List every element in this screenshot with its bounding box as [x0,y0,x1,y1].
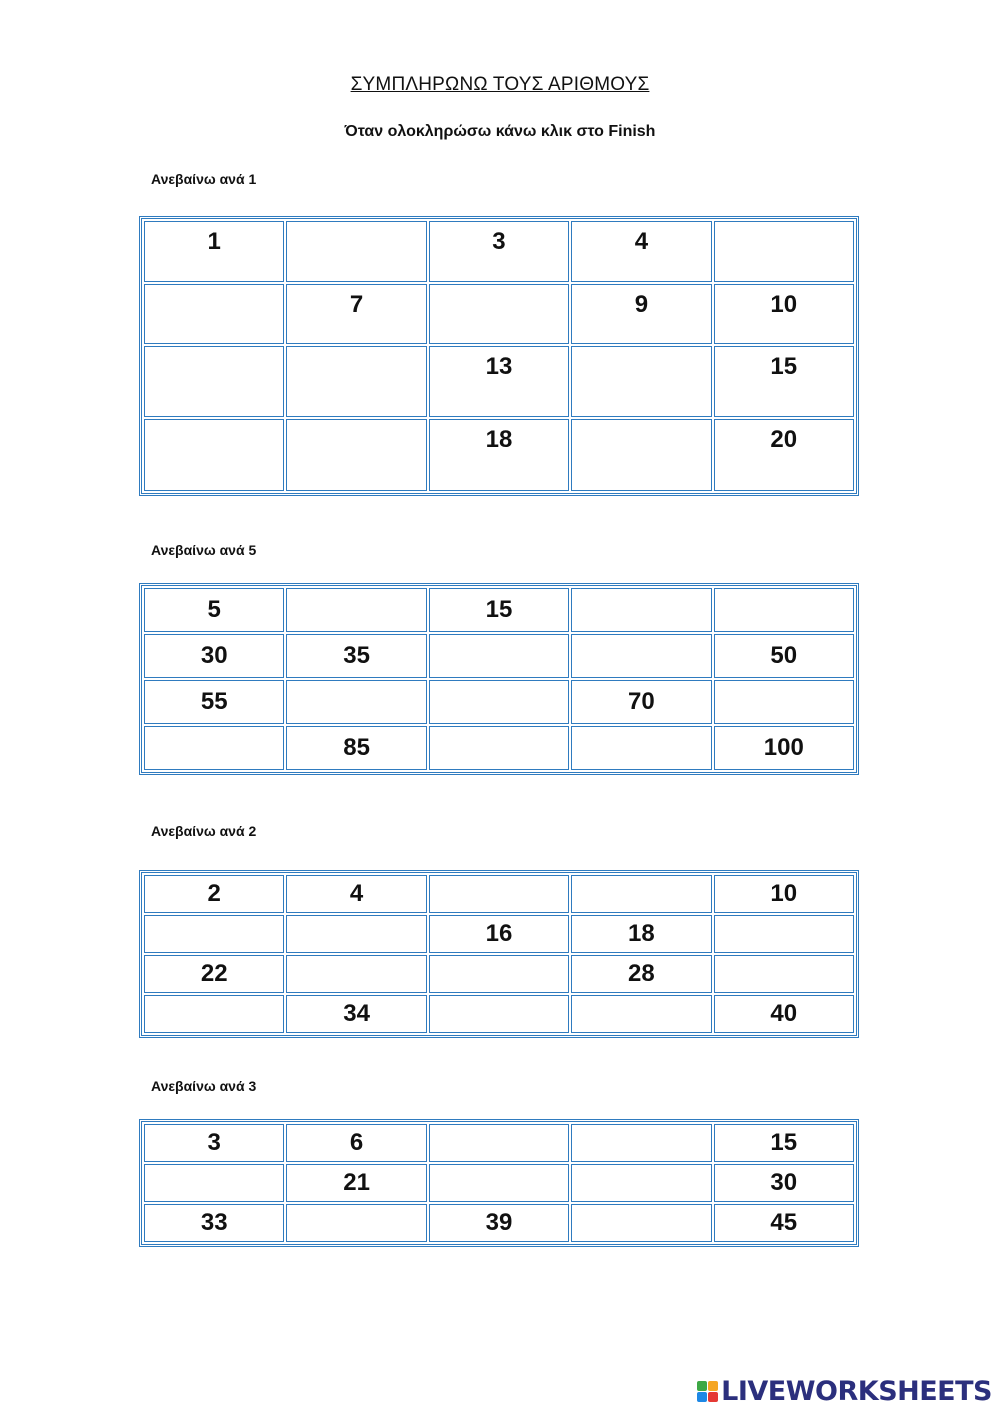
answer-cell[interactable] [429,955,569,993]
number-grid-by-2 [139,870,859,1038]
answer-cell[interactable] [571,419,711,491]
answer-cell[interactable] [286,221,426,282]
answer-cell[interactable] [714,915,854,953]
number-cell: 21 [286,1164,426,1202]
number-cell: 50 [714,634,854,678]
answer-cell[interactable] [286,680,426,724]
number-cell: 33 [144,1204,284,1242]
number-cell: 85 [286,726,426,770]
liveworksheets-logo [697,1376,992,1407]
answer-cell[interactable] [571,1204,711,1242]
number-cell: 2 [144,875,284,913]
number-cell: 3 [144,1124,284,1162]
answer-cell[interactable] [571,726,711,770]
answer-cell[interactable] [571,1124,711,1162]
number-cell: 3 [429,221,569,282]
grid-row [144,346,854,417]
section-label-3: Ανεβαίνω ανά 3 [151,1078,257,1094]
answer-cell[interactable] [714,955,854,993]
answer-cell[interactable] [144,915,284,953]
answer-cell[interactable] [571,995,711,1033]
logo-square-3 [697,1392,707,1402]
number-cell: 28 [571,955,711,993]
answer-cell[interactable] [571,1164,711,1202]
number-cell: 16 [429,915,569,953]
grid-row [144,221,854,282]
grid-row [144,419,854,491]
logo-text: LIVEWORKSHEETS [721,1376,992,1407]
page-title: ΣΥΜΠΛΗΡΩΝΩ ΤΟΥΣ ΑΡΙΘΜΟΥΣ [350,74,650,95]
answer-cell[interactable] [571,875,711,913]
section-label-5: Ανεβαίνω ανά 5 [151,542,257,558]
number-cell: 13 [429,346,569,417]
number-cell: 4 [286,875,426,913]
number-cell: 10 [714,284,854,344]
number-cell: 30 [714,1164,854,1202]
answer-cell[interactable] [144,284,284,344]
number-grid-by-3 [139,1119,859,1247]
number-cell: 15 [714,1124,854,1162]
grid-row [144,680,854,724]
answer-cell[interactable] [571,634,711,678]
grid-row [144,915,854,953]
number-cell: 5 [144,588,284,632]
grid-row [144,726,854,770]
answer-cell[interactable] [144,346,284,417]
number-cell: 15 [429,588,569,632]
number-cell: 39 [429,1204,569,1242]
answer-cell[interactable] [286,419,426,491]
number-cell: 15 [714,346,854,417]
number-cell: 70 [571,680,711,724]
number-cell: 9 [571,284,711,344]
grid-row [144,634,854,678]
number-cell: 20 [714,419,854,491]
answer-cell[interactable] [429,875,569,913]
number-grid-by-5 [139,583,859,775]
answer-cell[interactable] [286,915,426,953]
logo-square-4 [708,1392,718,1402]
answer-cell[interactable] [429,1164,569,1202]
answer-cell[interactable] [571,588,711,632]
section-label-1: Ανεβαίνω ανά 1 [151,171,257,187]
section-label-2: Ανεβαίνω ανά 2 [151,823,257,839]
instructions: Όταν ολοκληρώσω κάνω κλικ στο Finish [344,123,656,140]
number-cell: 34 [286,995,426,1033]
grid-row [144,1124,854,1162]
answer-cell[interactable] [429,284,569,344]
number-cell: 30 [144,634,284,678]
number-cell: 1 [144,221,284,282]
answer-cell[interactable] [429,634,569,678]
number-cell: 18 [571,915,711,953]
number-cell: 4 [571,221,711,282]
grid-row [144,955,854,993]
number-cell: 55 [144,680,284,724]
logo-square-2 [708,1381,718,1391]
answer-cell[interactable] [429,726,569,770]
number-grid-by-1 [139,216,859,496]
answer-cell[interactable] [144,1164,284,1202]
answer-cell[interactable] [714,221,854,282]
number-cell: 6 [286,1124,426,1162]
number-cell: 18 [429,419,569,491]
number-cell: 35 [286,634,426,678]
number-cell: 10 [714,875,854,913]
answer-cell[interactable] [144,726,284,770]
answer-cell[interactable] [714,680,854,724]
answer-cell[interactable] [286,588,426,632]
answer-cell[interactable] [144,995,284,1033]
answer-cell[interactable] [144,419,284,491]
grid-row [144,1204,854,1242]
grid-row [144,588,854,632]
answer-cell[interactable] [429,680,569,724]
logo-square-1 [697,1381,707,1391]
answer-cell[interactable] [286,955,426,993]
grid-row [144,284,854,344]
number-cell: 45 [714,1204,854,1242]
number-cell: 40 [714,995,854,1033]
answer-cell[interactable] [286,1204,426,1242]
answer-cell[interactable] [286,346,426,417]
number-cell: 7 [286,284,426,344]
grid-row [144,875,854,913]
answer-cell[interactable] [571,346,711,417]
answer-cell[interactable] [429,1124,569,1162]
number-cell: 100 [714,726,854,770]
grid-row [144,995,854,1033]
answer-cell[interactable] [429,995,569,1033]
liveworksheets-logo-icon [697,1381,718,1402]
answer-cell[interactable] [714,588,854,632]
grid-row [144,1164,854,1202]
number-cell: 22 [144,955,284,993]
